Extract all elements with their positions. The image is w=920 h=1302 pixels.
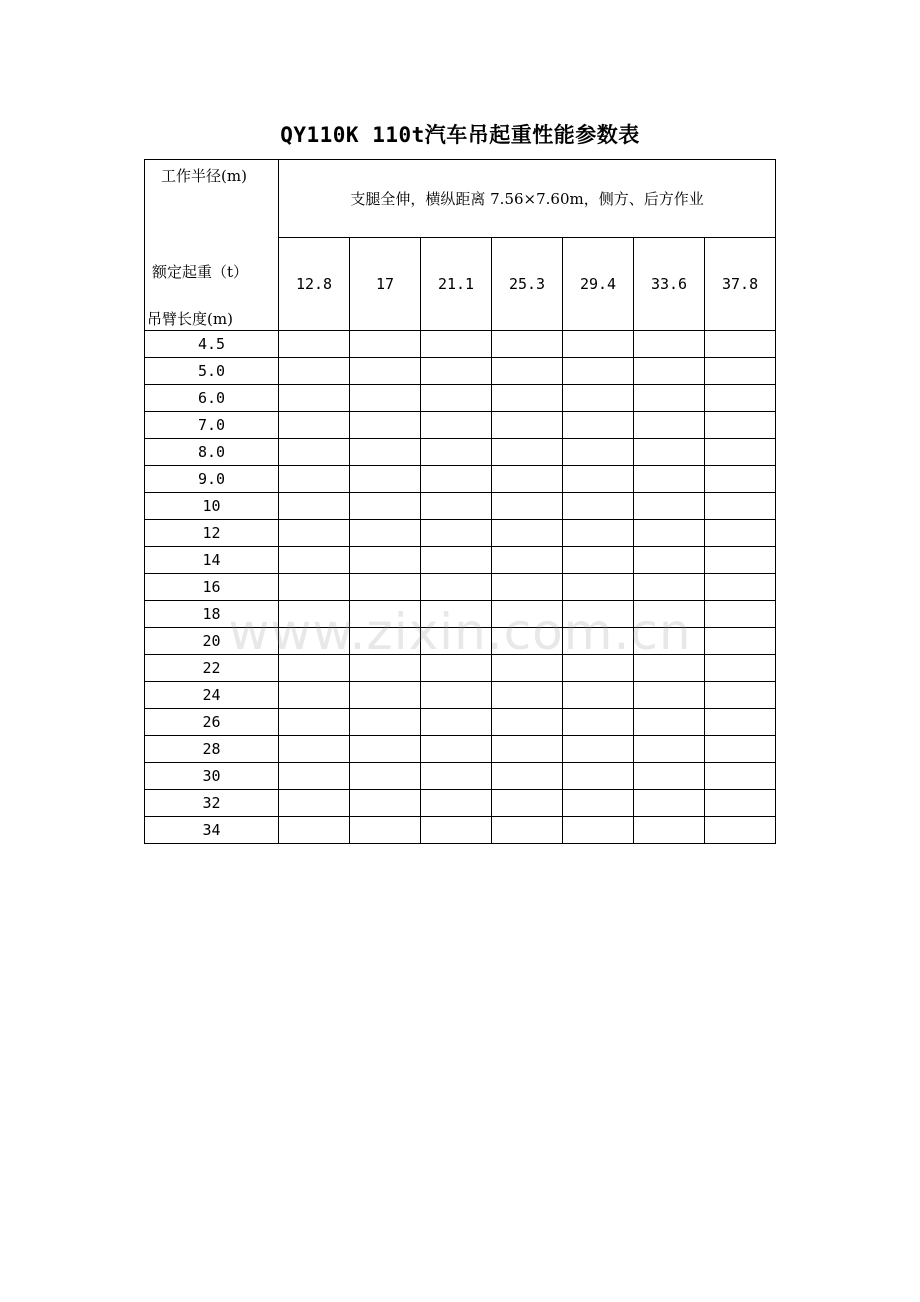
capacity-cell [563,466,634,493]
capacity-cell [421,763,492,790]
capacity-cell [705,628,776,655]
capacity-cell [279,574,350,601]
capacity-cell [421,682,492,709]
table-row [145,763,776,790]
table-row [145,655,776,682]
capacity-cell [563,439,634,466]
capacity-cell [350,412,421,439]
capacity-cell [563,817,634,844]
boom-length-cell: 20 [145,628,279,655]
capacity-cell [563,682,634,709]
capacity-cell [492,736,563,763]
capacity-cell [279,520,350,547]
capacity-cell [705,466,776,493]
capacity-cell [634,655,705,682]
table-row [145,817,776,844]
capacity-cell [279,655,350,682]
capacity-cell [563,655,634,682]
capacity-cell [279,493,350,520]
capacity-cell [492,790,563,817]
capacity-cell [634,763,705,790]
capacity-cell [421,520,492,547]
boom-length-cell: 8.0 [145,439,279,466]
capacity-cell [421,412,492,439]
capacity-cell [563,493,634,520]
capacity-cell [634,520,705,547]
header-corner-cell [145,160,279,331]
boom-length-cell: 9.0 [145,466,279,493]
boom-length-cell: 4.5 [145,331,279,358]
capacity-cell [563,709,634,736]
table-row [145,439,776,466]
capacity-cell [279,790,350,817]
capacity-cell [350,520,421,547]
capacity-cell [705,547,776,574]
capacity-cell [350,655,421,682]
capacity-cell [421,628,492,655]
table-row [145,574,776,601]
radius-header-cell: 33.6 [634,238,705,331]
capacity-cell [492,709,563,736]
capacity-cell [279,628,350,655]
capacity-cell [350,574,421,601]
capacity-cell [634,736,705,763]
radius-header-cell: 21.1 [421,238,492,331]
boom-length-cell: 6.0 [145,385,279,412]
capacity-cell [350,493,421,520]
capacity-cell [563,412,634,439]
capacity-cell [563,601,634,628]
capacity-cell [563,358,634,385]
capacity-cell [492,331,563,358]
capacity-cell [350,547,421,574]
boom-length-cell: 18 [145,601,279,628]
table-row [145,385,776,412]
capacity-cell [705,493,776,520]
capacity-cell [421,385,492,412]
radius-header-cell: 25.3 [492,238,563,331]
operating-condition-cell: 支腿全伸，横纵距离 7.56×7.60m，侧方、后方作业 [279,160,776,238]
capacity-cell [350,790,421,817]
boom-length-cell: 24 [145,682,279,709]
radius-header-cell: 37.8 [705,238,776,331]
capacity-cell [492,520,563,547]
capacity-cell [705,520,776,547]
capacity-cell [279,601,350,628]
capacity-cell [705,763,776,790]
capacity-cell [634,682,705,709]
capacity-cell [350,601,421,628]
boom-length-cell: 14 [145,547,279,574]
boom-length-cell: 22 [145,655,279,682]
capacity-cell [634,439,705,466]
table-row [145,709,776,736]
capacity-cell [634,385,705,412]
capacity-cell [705,412,776,439]
capacity-cell [350,466,421,493]
boom-length-cell: 5.0 [145,358,279,385]
table-row [145,601,776,628]
capacity-cell [705,385,776,412]
capacity-cell [492,628,563,655]
capacity-cell [279,385,350,412]
capacity-cell [492,574,563,601]
capacity-cell [705,736,776,763]
capacity-cell [421,574,492,601]
capacity-cell [634,466,705,493]
boom-length-cell: 12 [145,520,279,547]
capacity-cell [279,709,350,736]
capacity-cell [492,682,563,709]
capacity-cell [421,655,492,682]
capacity-cell [421,709,492,736]
boom-length-cell: 10 [145,493,279,520]
header-row-condition [145,160,776,238]
table-row [145,682,776,709]
capacity-cell [563,763,634,790]
capacity-cell [350,439,421,466]
capacity-cell [705,574,776,601]
table-row [145,493,776,520]
table-row [145,331,776,358]
capacity-cell [279,736,350,763]
capacity-cell [705,790,776,817]
table-row [145,628,776,655]
radius-header-cell: 29.4 [563,238,634,331]
capacity-cell [634,412,705,439]
capacity-cell [492,412,563,439]
capacity-cell [421,790,492,817]
capacity-cell [350,385,421,412]
working-radius-label: 工作半径(m) [161,167,247,185]
capacity-cell [705,682,776,709]
capacity-cell [492,763,563,790]
capacity-cell [634,601,705,628]
table-row [145,466,776,493]
capacity-cell [705,439,776,466]
capacity-cell [634,547,705,574]
capacity-cell [492,385,563,412]
table-row [145,358,776,385]
capacity-cell [492,493,563,520]
capacity-cell [563,628,634,655]
capacity-cell [421,358,492,385]
table-row [145,790,776,817]
capacity-cell [421,439,492,466]
capacity-cell [279,817,350,844]
capacity-cell [350,817,421,844]
capacity-cell [705,331,776,358]
capacity-cell [634,817,705,844]
table-row [145,520,776,547]
capacity-cell [279,466,350,493]
capacity-cell [421,547,492,574]
boom-length-cell: 28 [145,736,279,763]
capacity-cell [350,736,421,763]
capacity-cell [492,466,563,493]
table-row [145,412,776,439]
capacity-cell [563,331,634,358]
capacity-cell [421,493,492,520]
capacity-cell [634,790,705,817]
capacity-cell [563,520,634,547]
radius-header-cell: 12.8 [279,238,350,331]
boom-length-cell: 30 [145,763,279,790]
capacity-cell [563,574,634,601]
capacity-cell [705,601,776,628]
table-row [145,547,776,574]
capacity-cell [421,736,492,763]
capacity-cell [350,331,421,358]
capacity-cell [634,358,705,385]
lifting-capacity-table [144,159,776,844]
capacity-cell [492,439,563,466]
boom-length-cell: 32 [145,790,279,817]
radius-header-cell: 17 [350,238,421,331]
boom-length-cell: 16 [145,574,279,601]
page-title: QY110K 110t汽车吊起重性能参数表 [280,123,640,147]
capacity-cell [634,331,705,358]
capacity-cell [279,358,350,385]
capacity-cell [350,682,421,709]
capacity-cell [350,358,421,385]
capacity-cell [279,331,350,358]
capacity-cell [279,682,350,709]
boom-length-cell: 34 [145,817,279,844]
capacity-cell [492,358,563,385]
table-row [145,736,776,763]
capacity-cell [492,547,563,574]
capacity-cell [350,628,421,655]
capacity-cell [705,655,776,682]
capacity-cell [421,817,492,844]
capacity-cell [634,493,705,520]
capacity-cell [350,709,421,736]
capacity-cell [279,412,350,439]
capacity-cell [705,358,776,385]
capacity-cell [563,547,634,574]
capacity-cell [279,547,350,574]
capacity-cell [634,628,705,655]
capacity-cell [492,601,563,628]
capacity-cell [563,385,634,412]
capacity-cell [563,736,634,763]
capacity-cell [705,709,776,736]
capacity-cell [279,763,350,790]
capacity-cell [279,439,350,466]
boom-length-cell: 7.0 [145,412,279,439]
capacity-cell [492,817,563,844]
rated-load-label: 额定起重（t） [152,263,249,281]
capacity-cell [421,331,492,358]
capacity-cell [421,601,492,628]
capacity-cell [634,574,705,601]
capacity-cell [634,709,705,736]
watermark: www.zixin.com.cn [228,603,692,661]
capacity-cell [563,790,634,817]
capacity-cell [421,466,492,493]
capacity-cell [492,655,563,682]
boom-length-label: 吊臂长度(m) [147,310,233,328]
capacity-cell [350,763,421,790]
capacity-cell [705,817,776,844]
boom-length-cell: 26 [145,709,279,736]
